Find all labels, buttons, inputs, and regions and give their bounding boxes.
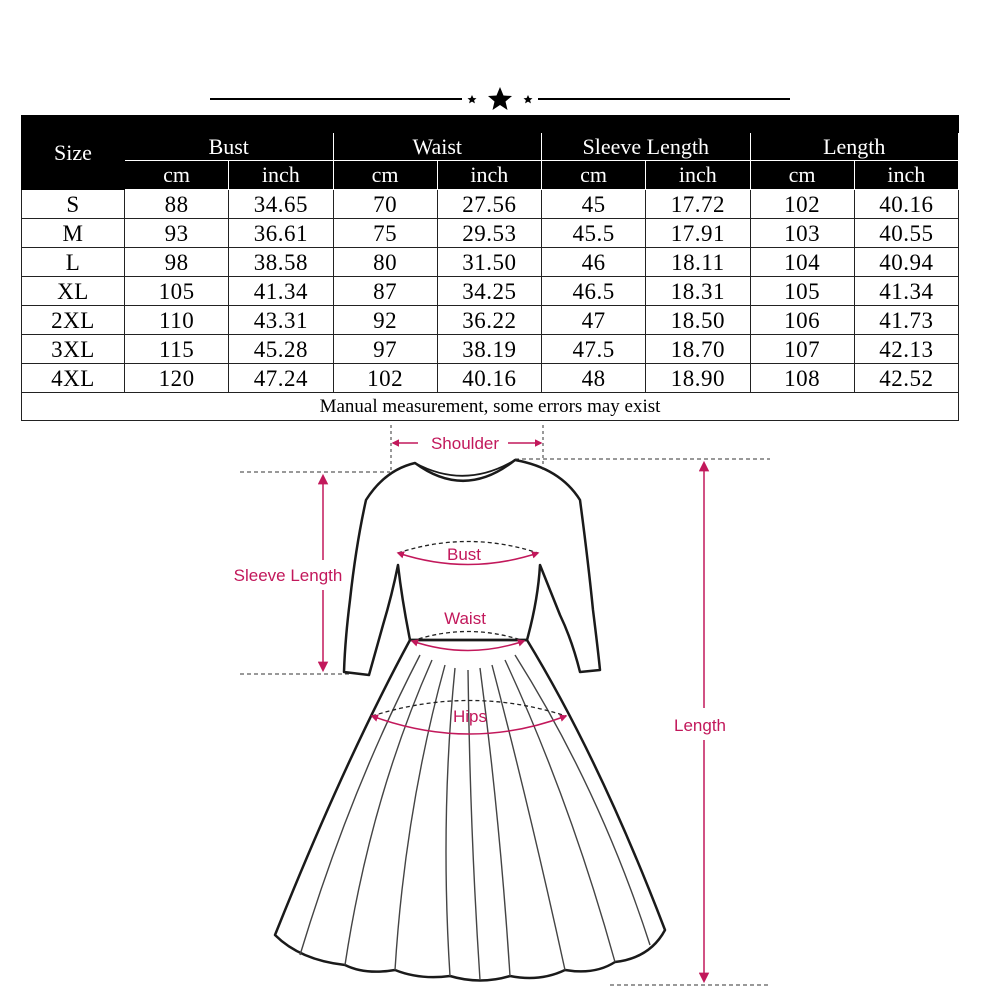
waist-cm-cell: 70 xyxy=(333,190,437,219)
length-inch-cell: 41.73 xyxy=(854,306,958,335)
sleeve-inch-cell: 17.72 xyxy=(646,190,750,219)
unit-header-inch: inch xyxy=(854,161,958,190)
size-cell: M xyxy=(22,219,125,248)
waist-cm-cell: 92 xyxy=(333,306,437,335)
sleeve-cm-cell: 46 xyxy=(542,248,646,277)
group-header-bust: Bust xyxy=(125,133,334,161)
size-cell: S xyxy=(22,190,125,219)
waist-measurement xyxy=(412,609,524,651)
sleeve-inch-cell: 18.50 xyxy=(646,306,750,335)
unit-header-cm: cm xyxy=(542,161,646,190)
waist-inch-cell: 27.56 xyxy=(437,190,541,219)
length-cm-cell: 107 xyxy=(750,335,854,364)
unit-header-cm: cm xyxy=(750,161,854,190)
waist-inch-cell: 34.25 xyxy=(437,277,541,306)
bust-inch-cell: 43.31 xyxy=(229,306,333,335)
bust-inch-cell: 36.61 xyxy=(229,219,333,248)
sleeve-cm-cell: 47 xyxy=(542,306,646,335)
group-header-length: Length xyxy=(750,133,959,161)
bust-cm-cell: 93 xyxy=(125,219,229,248)
unit-header-cm: cm xyxy=(125,161,229,190)
bust-cm-cell: 88 xyxy=(125,190,229,219)
sleeve-inch-cell: 17.91 xyxy=(646,219,750,248)
length-cm-cell: 105 xyxy=(750,277,854,306)
sleeve-length-label: Sleeve Length xyxy=(233,566,343,585)
shoulder-label: Shoulder xyxy=(430,434,500,453)
sleeve-inch-cell: 18.90 xyxy=(646,364,750,393)
group-header-sleeve-length: Sleeve Length xyxy=(542,133,751,161)
bust-inch-cell: 45.28 xyxy=(229,335,333,364)
sleeve-cm-cell: 45 xyxy=(542,190,646,219)
sleeve-cm-cell: 45.5 xyxy=(542,219,646,248)
size-cell: L xyxy=(22,248,125,277)
size-cell: XL xyxy=(22,277,125,306)
group-header-waist: Waist xyxy=(333,133,542,161)
bust-cm-cell: 105 xyxy=(125,277,229,306)
bust-cm-cell: 120 xyxy=(125,364,229,393)
waist-inch-cell: 38.19 xyxy=(437,335,541,364)
waist-cm-cell: 80 xyxy=(333,248,437,277)
size-cell: 2XL xyxy=(22,306,125,335)
bust-cm-cell: 110 xyxy=(125,306,229,335)
size-column-header: Size xyxy=(22,116,125,190)
length-cm-cell: 108 xyxy=(750,364,854,393)
size-cell: 4XL xyxy=(22,364,125,393)
bust-inch-cell: 47.24 xyxy=(229,364,333,393)
waist-inch-cell: 31.50 xyxy=(437,248,541,277)
length-inch-cell: 42.13 xyxy=(854,335,958,364)
waist-inch-cell: 29.53 xyxy=(437,219,541,248)
waist-cm-cell: 97 xyxy=(333,335,437,364)
length-cm-cell: 104 xyxy=(750,248,854,277)
unit-header-inch: inch xyxy=(229,161,333,190)
waist-cm-cell: 75 xyxy=(333,219,437,248)
length-measurement xyxy=(515,459,770,985)
bust-cm-cell: 98 xyxy=(125,248,229,277)
sleeve-cm-cell: 48 xyxy=(542,364,646,393)
length-label: Length xyxy=(674,716,726,735)
dress-skirt xyxy=(275,640,665,981)
measurement-footnote: Manual measurement, some errors may exist xyxy=(22,393,959,421)
length-cm-cell: 106 xyxy=(750,306,854,335)
length-inch-cell: 42.52 xyxy=(854,364,958,393)
size-cell: 3XL xyxy=(22,335,125,364)
bust-label: Bust xyxy=(446,545,482,564)
unit-header-inch: inch xyxy=(437,161,541,190)
bust-cm-cell: 115 xyxy=(125,335,229,364)
waist-cm-cell: 102 xyxy=(333,364,437,393)
hips-label: Hips xyxy=(452,707,488,726)
bust-inch-cell: 38.58 xyxy=(229,248,333,277)
length-inch-cell: 40.16 xyxy=(854,190,958,219)
dress-bodice xyxy=(344,460,600,675)
length-inch-cell: 40.55 xyxy=(854,219,958,248)
bust-inch-cell: 34.65 xyxy=(229,190,333,219)
bust-inch-cell: 41.34 xyxy=(229,277,333,306)
sleeve-inch-cell: 18.70 xyxy=(646,335,750,364)
sleeve-inch-cell: 18.31 xyxy=(646,277,750,306)
length-cm-cell: 103 xyxy=(750,219,854,248)
unit-header-cm: cm xyxy=(333,161,437,190)
length-cm-cell: 102 xyxy=(750,190,854,219)
sleeve-inch-cell: 18.11 xyxy=(646,248,750,277)
length-inch-cell: 40.94 xyxy=(854,248,958,277)
waist-cm-cell: 87 xyxy=(333,277,437,306)
waist-label: Waist xyxy=(444,609,486,628)
bust-measurement xyxy=(398,542,538,565)
sleeve-cm-cell: 46.5 xyxy=(542,277,646,306)
sleeve-cm-cell: 47.5 xyxy=(542,335,646,364)
waist-inch-cell: 40.16 xyxy=(437,364,541,393)
unit-header-inch: inch xyxy=(646,161,750,190)
waist-inch-cell: 36.22 xyxy=(437,306,541,335)
skirt-pleats xyxy=(300,655,650,980)
length-inch-cell: 41.34 xyxy=(854,277,958,306)
